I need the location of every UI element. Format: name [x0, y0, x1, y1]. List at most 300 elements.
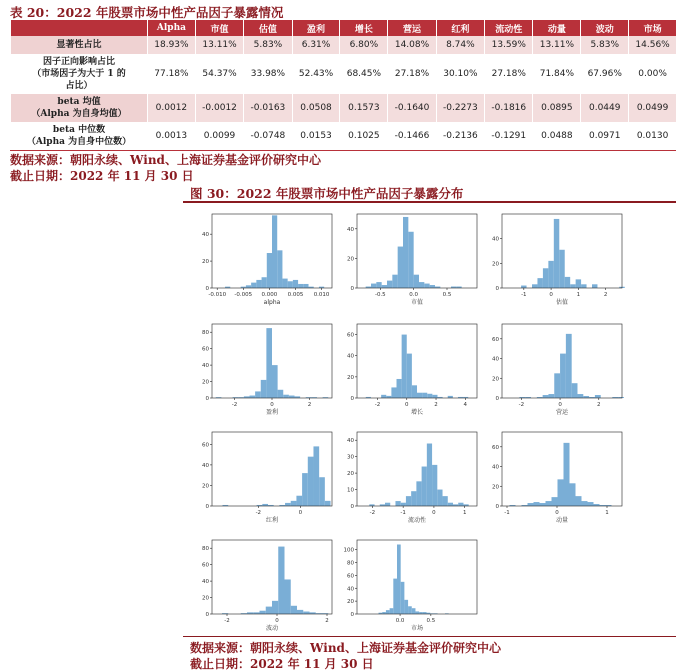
histogram-bar: [595, 395, 601, 398]
col-header: 盈利: [292, 20, 340, 36]
y-tick-label: 0: [205, 612, 209, 618]
date-note: 截止日期：2022 年 11 月 30 日: [10, 169, 194, 183]
histogram-bar: [416, 481, 421, 506]
histogram-bar: [552, 497, 558, 506]
histogram-bar: [397, 545, 401, 614]
histogram-bar: [303, 612, 309, 614]
histogram-bar: [255, 391, 261, 398]
histogram-bar: [437, 490, 442, 506]
y-tick-label: 60: [347, 332, 354, 339]
histogram-bar: [283, 395, 289, 398]
y-tick-label: 100: [343, 547, 354, 554]
histogram-bar: [390, 608, 394, 614]
y-tick-label: 20: [202, 483, 209, 490]
y-tick-label: 0: [495, 504, 499, 510]
histogram-bar: [285, 579, 291, 614]
histogram-bar: [588, 502, 594, 506]
x-tick-label: 0.0: [409, 292, 419, 298]
y-tick-label: 40: [492, 236, 499, 243]
table-cell: 52.43%: [292, 54, 340, 94]
histogram-bar: [414, 275, 419, 288]
x-tick-label: -0.010: [208, 292, 227, 298]
col-header: 市场: [629, 20, 676, 36]
table-cell: 13.11%: [195, 36, 243, 54]
x-tick-label: 0.5: [442, 292, 452, 298]
table-cell: 13.59%: [485, 36, 533, 54]
x-tick-label: 2: [597, 402, 601, 408]
histogram-bar: [250, 396, 256, 398]
table-cell: 77.18%: [148, 54, 196, 94]
table-cell: 13.11%: [533, 36, 581, 54]
histogram-bar: [291, 606, 297, 614]
col-header: 估值: [244, 20, 292, 36]
table-cell: 18.93%: [148, 36, 196, 54]
histogram-bar: [395, 501, 400, 506]
axes-frame: [357, 540, 477, 614]
histogram-bar: [576, 279, 581, 288]
row-label: beta 中位数 （Alpha 为自身中位数）: [11, 122, 148, 151]
x-tick-label: -1: [400, 510, 406, 516]
table-cell: -0.0163: [244, 94, 292, 122]
y-tick-label: 60: [202, 346, 209, 353]
y-tick-label: 30: [347, 454, 354, 461]
col-header: 增长: [340, 20, 388, 36]
col-header: Alpha: [148, 20, 196, 36]
histogram-bar: [382, 285, 387, 288]
histogram-momentum: [480, 426, 630, 526]
histogram-bar: [543, 395, 549, 398]
table-cell: -0.2273: [436, 94, 484, 122]
histogram-bar: [422, 467, 427, 506]
y-tick-label: 60: [492, 444, 499, 451]
histogram-profit: [190, 318, 340, 418]
y-tick-label: 0: [495, 286, 499, 292]
factor-exposure-table: [10, 20, 676, 151]
histogram-bar: [404, 600, 408, 614]
histogram-grid: [190, 208, 680, 636]
x-tick-label: -2: [369, 510, 376, 516]
y-tick-label: 20: [347, 256, 354, 263]
table-cell: 5.83%: [244, 36, 292, 54]
x-tick-label: 0: [275, 618, 279, 624]
y-tick-label: 20: [347, 471, 354, 478]
histogram-bar: [407, 354, 412, 398]
histogram-bar: [277, 250, 282, 288]
histogram-bar: [291, 501, 297, 506]
table-cell: -0.1640: [388, 94, 436, 122]
histogram-bar: [521, 286, 526, 288]
histogram-bar: [256, 280, 261, 288]
histogram-growth: [335, 318, 485, 418]
x-tick-label: 2: [603, 292, 608, 298]
histogram-bar: [559, 250, 564, 288]
histogram-bar: [548, 394, 554, 398]
table-row: [11, 122, 677, 151]
figure-title-rule: [183, 201, 676, 203]
x-tick-label: 1: [462, 510, 467, 516]
x-tick-label: -0.5: [374, 292, 386, 298]
histogram-bar: [266, 607, 272, 614]
histogram-bar: [392, 275, 397, 288]
table-cell: 0.00%: [629, 54, 676, 94]
table-cell: 14.56%: [629, 36, 676, 54]
table-cell: 67.96%: [581, 54, 629, 94]
histogram-bar: [262, 504, 268, 506]
histogram-bar: [288, 281, 293, 288]
table-cell: 30.10%: [436, 54, 484, 94]
histogram-operation: [480, 318, 630, 418]
histogram-bar: [267, 253, 272, 288]
x-axis-label: 增长: [410, 409, 424, 416]
y-tick-label: 80: [202, 546, 209, 553]
x-tick-label: 0: [432, 510, 436, 516]
x-axis-label: 估值: [555, 299, 569, 306]
row-label: 显著性占比: [11, 36, 148, 54]
histogram-bar: [534, 502, 540, 506]
table-cell: 0.1025: [340, 122, 388, 151]
histogram-bar: [303, 284, 308, 288]
histogram-bar: [313, 446, 319, 506]
histogram-bar: [546, 501, 552, 506]
histogram-bar: [408, 606, 412, 614]
x-tick-label: 0.000: [261, 292, 278, 298]
histogram-bar: [543, 268, 548, 288]
histogram-market: [335, 534, 485, 634]
table-cell: -0.0012: [195, 94, 243, 122]
histogram-bar: [412, 608, 416, 614]
histogram-bar: [278, 390, 284, 398]
histogram-bar: [592, 284, 597, 288]
histogram-svg: [335, 318, 485, 418]
y-tick-label: 20: [347, 374, 354, 381]
table-cell: 14.08%: [388, 36, 436, 54]
table-row: [11, 54, 677, 94]
histogram-bar: [272, 215, 277, 288]
histogram-bar: [565, 277, 570, 288]
table-cell: 0.0508: [292, 94, 340, 122]
histogram-svg: [335, 208, 485, 308]
x-tick-label: 1: [605, 510, 609, 516]
histogram-bar: [577, 394, 583, 398]
histogram-bar: [419, 282, 424, 288]
histogram-bar: [278, 547, 284, 614]
histogram-bar: [401, 582, 405, 614]
histogram-bar: [387, 281, 392, 288]
x-tick-label: -2: [255, 510, 262, 516]
histogram-bar: [570, 284, 575, 288]
col-header: 流动性: [485, 20, 533, 36]
x-tick-label: 1: [576, 292, 581, 298]
y-tick-label: 60: [202, 442, 209, 449]
table-row: [11, 94, 677, 122]
histogram-alpha: [190, 208, 340, 308]
histogram-bar: [376, 282, 381, 288]
y-tick-label: 40: [492, 464, 499, 471]
histogram-bar: [448, 396, 453, 398]
y-tick-label: 40: [347, 353, 354, 360]
histogram-bar: [432, 465, 437, 506]
histogram-bar: [566, 334, 572, 398]
histogram-bar: [289, 396, 295, 398]
x-axis-label: 红利: [265, 517, 279, 524]
histogram-bar: [262, 277, 267, 288]
x-axis-label: 营运: [555, 409, 569, 416]
histogram-bar: [554, 219, 559, 288]
histogram-svg: [190, 208, 340, 308]
histogram-bar: [406, 496, 411, 506]
histogram-svg: [335, 426, 485, 526]
histogram-bar: [319, 477, 325, 506]
y-tick-label: 0: [350, 396, 354, 402]
y-tick-label: 0: [350, 504, 354, 510]
histogram-bar: [393, 579, 397, 614]
histogram-bar: [398, 247, 403, 288]
x-axis-label: alpha: [263, 299, 281, 306]
table-title: 表 20：2022 年股票市场中性产品因子暴露情况: [10, 5, 284, 20]
table-cell: -0.2136: [436, 122, 484, 151]
histogram-bar: [266, 328, 272, 398]
histogram-bar: [572, 383, 578, 398]
table-cell: -0.1466: [388, 122, 436, 151]
histogram-bar: [297, 610, 303, 614]
histogram-svg: [480, 426, 630, 526]
table-cell: 0.1573: [340, 94, 388, 122]
y-tick-label: 20: [492, 261, 499, 268]
table-cell: 0.0099: [195, 122, 243, 151]
histogram-bar: [415, 611, 419, 614]
table-cell: 0.0130: [629, 122, 676, 151]
col-header: 市值: [195, 20, 243, 36]
histogram-bar: [381, 395, 386, 398]
histogram-svg: [190, 318, 340, 418]
table-cell: 0.0499: [629, 94, 676, 122]
histogram-bar: [430, 285, 435, 288]
y-tick-label: 40: [202, 462, 209, 469]
x-axis-label: 盈利: [265, 409, 279, 416]
histogram-bar: [308, 457, 314, 506]
histogram-bar: [296, 496, 302, 506]
y-tick-label: 60: [492, 336, 499, 343]
x-tick-label: -0.005: [234, 292, 253, 298]
histogram-size: [335, 208, 485, 308]
date-note: 截止日期：2022 年 11 月 30 日: [190, 657, 374, 671]
histogram-bar: [548, 261, 553, 288]
histogram-svg: [480, 208, 630, 308]
y-tick-label: 60: [347, 573, 354, 580]
histogram-bar: [272, 365, 278, 398]
histogram-bar: [532, 284, 537, 288]
y-tick-label: 20: [202, 595, 209, 602]
y-tick-label: 40: [202, 363, 209, 370]
col-header: 红利: [436, 20, 484, 36]
table-cell: -0.1291: [485, 122, 533, 151]
table-cell: -0.0748: [244, 122, 292, 151]
x-tick-label: 0.010: [313, 292, 330, 298]
histogram-bar: [558, 479, 564, 506]
x-tick-label: 2: [325, 618, 329, 624]
source-note: 数据来源：朝阳永续、Wind、上海证券基金评价研究中心: [10, 153, 321, 167]
x-tick-label: 0: [298, 510, 303, 516]
table-cell: 0.0449: [581, 94, 629, 122]
histogram-bar: [251, 283, 256, 288]
histogram-bar: [285, 503, 291, 506]
histogram-bar: [408, 232, 413, 288]
y-tick-label: 20: [202, 379, 209, 386]
y-tick-label: 40: [347, 438, 354, 445]
histogram-bar: [261, 380, 267, 398]
source-note: 数据来源：朝阳永续、Wind、上海证券基金评价研究中心: [190, 641, 501, 655]
x-tick-label: 4: [463, 402, 468, 408]
histogram-bar: [385, 503, 390, 506]
table-cell: 0.0971: [581, 122, 629, 151]
histogram-bar: [427, 444, 432, 506]
table-cell: 33.98%: [244, 54, 292, 94]
y-tick-label: 20: [492, 376, 499, 383]
histogram-bar: [554, 373, 560, 398]
y-tick-label: 40: [347, 226, 354, 233]
histogram-dividend: [190, 426, 340, 526]
histogram-bar: [412, 385, 417, 398]
histogram-bar: [424, 284, 429, 288]
row-label: beta 均值 （Alpha 为自身均值）: [11, 94, 148, 122]
histogram-bar: [371, 284, 376, 288]
y-tick-label: 40: [347, 586, 354, 593]
histogram-bar: [246, 285, 251, 288]
figure-bottom-rule: [183, 636, 676, 637]
histogram-bar: [528, 503, 534, 506]
table-cell: 0.0013: [148, 122, 196, 151]
histogram-bar: [325, 501, 331, 506]
histogram-bar: [411, 491, 416, 506]
table-cell: 5.83%: [581, 36, 629, 54]
y-tick-label: 60: [202, 562, 209, 569]
x-tick-label: -2: [231, 402, 238, 408]
x-tick-label: 0: [555, 510, 559, 516]
table-cell: 0.0895: [533, 94, 581, 122]
x-tick-label: 2: [307, 402, 312, 408]
x-tick-label: 0: [558, 402, 562, 408]
histogram-bar: [386, 396, 391, 398]
x-tick-label: 0: [270, 402, 274, 408]
y-tick-label: 80: [202, 330, 209, 337]
histogram-svg: [480, 318, 630, 418]
histogram-bar: [391, 387, 396, 398]
histogram-svg: [190, 426, 340, 526]
y-tick-label: 10: [347, 487, 354, 494]
table-cell: 27.18%: [485, 54, 533, 94]
histogram-bar: [417, 393, 422, 398]
table-cell: 0.0488: [533, 122, 581, 151]
y-tick-label: 40: [202, 579, 209, 586]
histogram-bar: [403, 217, 408, 288]
histogram-bar: [576, 496, 582, 506]
histogram-bar: [402, 335, 407, 398]
row-label: 因子正向影响占比 （市场因子为大于 1 的 占比）: [11, 54, 148, 94]
y-tick-label: 0: [350, 286, 354, 292]
histogram-bar: [458, 503, 463, 506]
x-axis-label: 市场: [410, 625, 424, 632]
histogram-bar: [397, 379, 402, 398]
histogram-bar: [448, 503, 453, 506]
y-tick-label: 0: [205, 504, 209, 510]
table-corner: [11, 20, 148, 36]
x-tick-label: 0.0: [395, 618, 405, 624]
histogram-bar: [570, 483, 576, 506]
histogram-bar: [443, 496, 448, 506]
table-cell: 54.37%: [195, 54, 243, 94]
x-axis-label: 动量: [555, 517, 569, 524]
histogram-svg: [335, 534, 485, 634]
y-tick-label: 0: [205, 286, 209, 292]
table-cell: 0.0012: [148, 94, 196, 122]
x-tick-label: 0.5: [426, 618, 436, 624]
histogram-bar: [401, 503, 406, 506]
histogram-bar: [564, 443, 570, 506]
table-cell: -0.1816: [485, 94, 533, 122]
table-cell: 0.0153: [292, 122, 340, 151]
x-axis-label: 市值: [410, 299, 424, 306]
y-tick-label: 0: [205, 396, 209, 402]
x-tick-label: 2: [434, 402, 438, 408]
x-tick-label: -2: [374, 402, 381, 408]
table-row: [11, 36, 677, 54]
x-tick-label: 0: [549, 292, 553, 298]
histogram-bar: [582, 501, 588, 506]
col-header: 营运: [388, 20, 436, 36]
table-header-row: [11, 20, 677, 36]
x-tick-label: 0: [405, 402, 409, 408]
figure-title: 图 30：2022 年股票市场中性产品因子暴露分布: [190, 186, 464, 201]
y-tick-label: 20: [347, 599, 354, 606]
x-tick-label: -2: [518, 402, 525, 408]
x-tick-label: -1: [504, 510, 510, 516]
histogram-bar: [427, 394, 432, 398]
histogram-bar: [422, 393, 427, 398]
table-cell: 8.74%: [436, 36, 484, 54]
histogram-svg: [190, 534, 340, 634]
y-tick-label: 20: [202, 259, 209, 266]
x-tick-label: -2: [224, 618, 230, 624]
y-tick-label: 80: [347, 560, 354, 567]
x-axis-label: 波动: [265, 625, 279, 632]
y-tick-label: 40: [202, 232, 209, 239]
histogram-bar: [432, 395, 437, 398]
histogram-bar: [272, 601, 278, 614]
table-cell: 6.31%: [292, 36, 340, 54]
y-tick-label: 40: [492, 356, 499, 363]
histogram-bar: [293, 280, 298, 288]
histogram-bar: [560, 354, 566, 398]
x-axis-label: 流动性: [407, 517, 427, 524]
table-cell: 68.45%: [340, 54, 388, 94]
histogram-value: [480, 208, 630, 308]
x-tick-label: -1: [521, 292, 527, 298]
table-cell: 6.80%: [340, 36, 388, 54]
histogram-bar: [540, 503, 546, 506]
x-tick-label: 0.005: [287, 292, 304, 298]
y-tick-label: 0: [350, 612, 354, 618]
histogram-bar: [302, 473, 308, 506]
histogram-bar: [537, 278, 542, 288]
y-tick-label: 0: [495, 396, 499, 402]
histogram-bar: [581, 284, 586, 288]
table-cell: 27.18%: [388, 54, 436, 94]
table-cell: 71.84%: [533, 54, 581, 94]
histogram-bar: [386, 610, 390, 614]
col-header: 动量: [533, 20, 581, 36]
histogram-liquidity: [335, 426, 485, 526]
col-header: 波动: [581, 20, 629, 36]
